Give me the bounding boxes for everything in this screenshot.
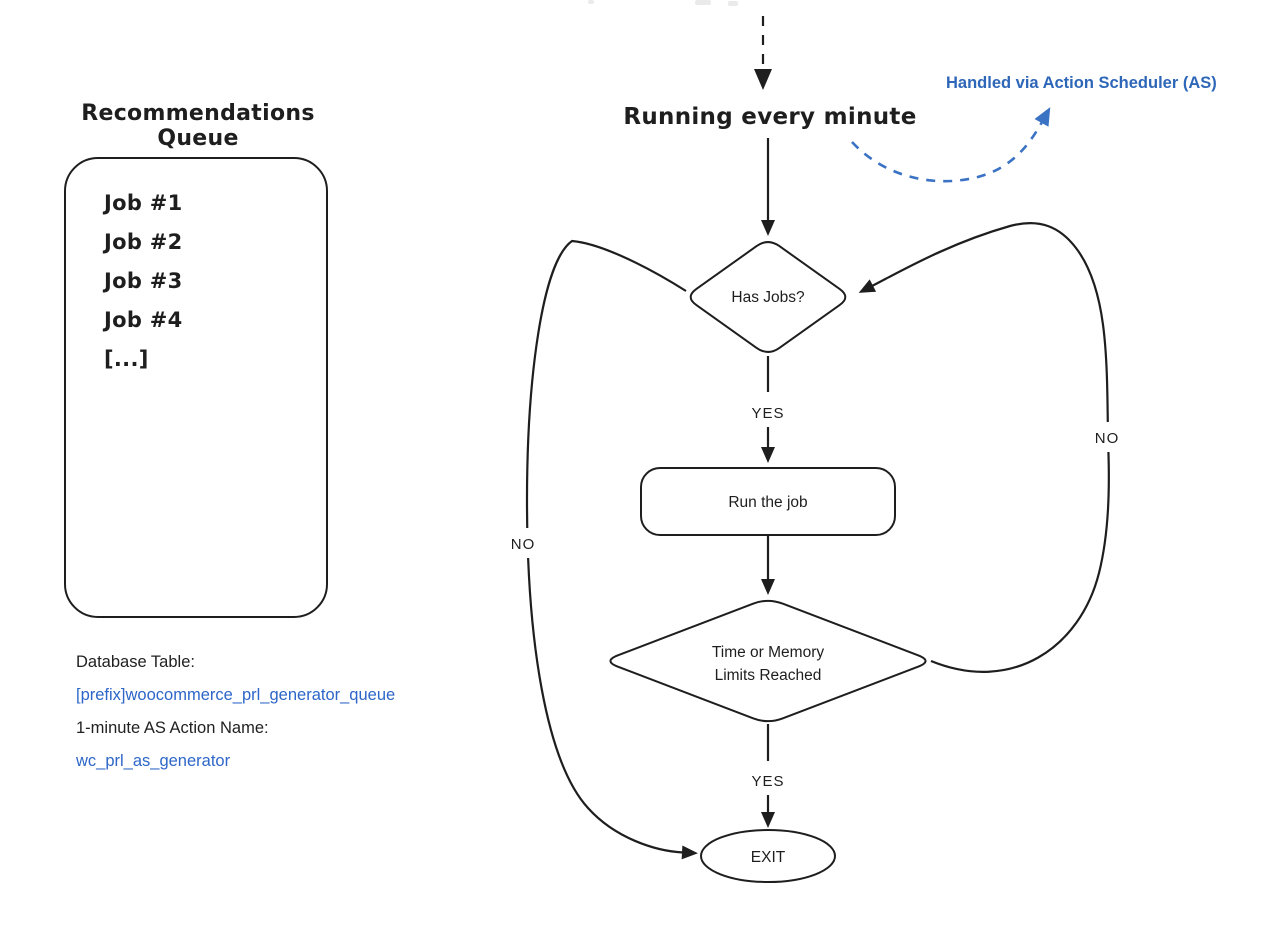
limits-diamond [610, 601, 925, 721]
queue-ellipsis-item: [...] [104, 347, 149, 371]
edge-no-left-to-exit [527, 241, 686, 853]
edge-no-right-to-has-jobs [872, 223, 1109, 672]
annotation-arrow [852, 122, 1042, 181]
limits-label-line1: Time or Memory [711, 644, 825, 661]
has-jobs-label: Has Jobs? [731, 289, 805, 306]
queue-job-item: Job #4 [104, 308, 183, 332]
as-action-name-label: 1-minute AS Action Name: [76, 719, 269, 737]
schedule-label: Running every minute [623, 104, 917, 130]
queue-title: Recommendations Queue [81, 101, 315, 151]
run-job-label: Run the job [728, 494, 808, 511]
database-table-value: [prefix]woocommerce_prl_generator_queue [76, 686, 396, 704]
as-action-name-value: wc_prl_as_generator [76, 752, 231, 770]
annotation-label: Handled via Action Scheduler (AS) [946, 74, 1217, 92]
queue-job-item: Job #1 [104, 191, 183, 215]
yes-bottom-label: YES [751, 773, 785, 790]
no-right-label: NO [1094, 430, 1120, 447]
queue-job-item: Job #2 [104, 230, 183, 254]
yes-top-label: YES [751, 405, 785, 422]
limits-label-line2: Limits Reached [714, 667, 822, 684]
queue-job-item: Job #3 [104, 269, 183, 293]
no-left-label: NO [510, 536, 536, 553]
database-table-label: Database Table: [76, 653, 195, 671]
exit-label: EXIT [750, 849, 786, 866]
